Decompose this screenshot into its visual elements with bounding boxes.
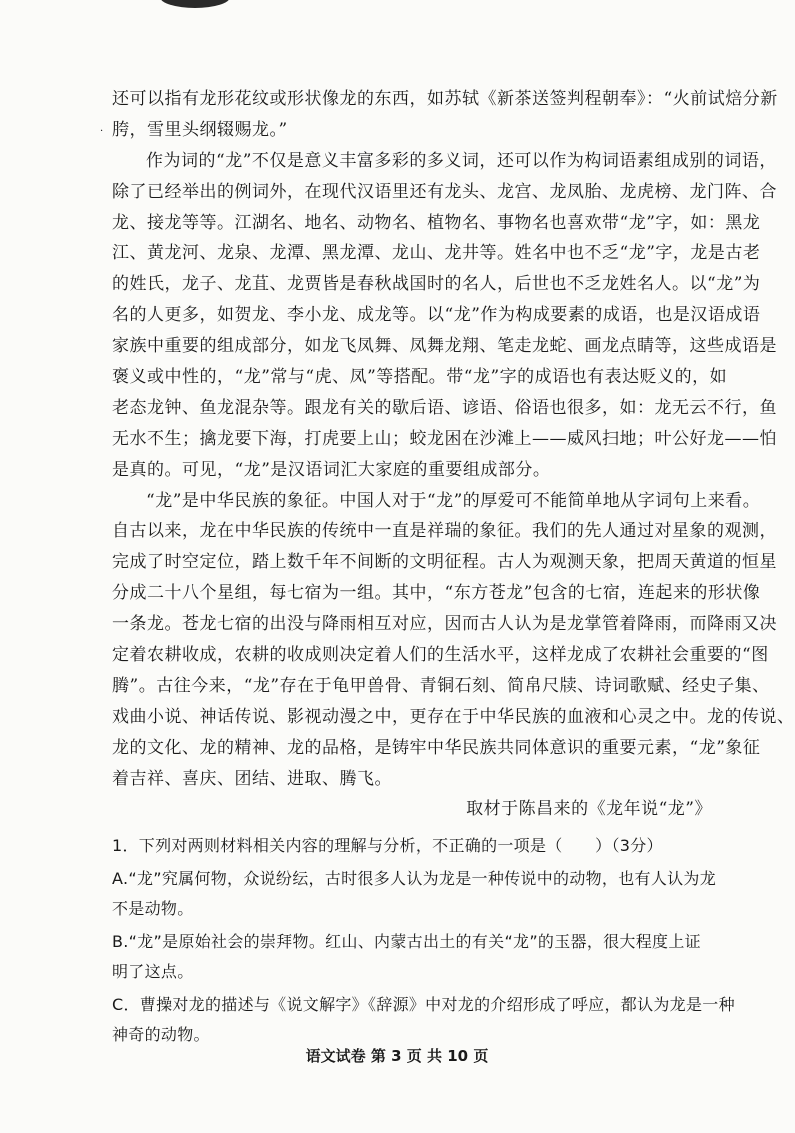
passage-line: 龙的文化、龙的精神、龙的品格，是铸牢中华民族共同体意识的重要元素，“龙”象征 <box>112 737 761 758</box>
scan-dot: · <box>100 126 104 137</box>
passage-line: “龙”是中华民族的象征。中国人对于“龙”的厚爱可不能简单地从字词句上来看。 <box>146 490 761 511</box>
passage-line: 江、黄龙河、龙泉、龙潭、黑龙潭、龙山、龙井等。姓名中也不乏“龙”字，龙是古老 <box>112 243 761 264</box>
passage-line: 分成二十八个星组，每七宿为一组。其中，“东方苍龙”包含的七宿，连起来的形状像 <box>112 583 761 604</box>
passage-line: 龙、接龙等等。江湖名、地名、动物名、植物名、事物名也喜欢带“龙”字，如：黑龙 <box>112 212 761 233</box>
option-b <box>112 927 718 988</box>
passage-line: 自古以来，龙在中华民族的传统中一直是祥瑞的象征。我们的先人通过对星象的观测， <box>112 521 777 542</box>
page-footer: 语文试卷 第 3 页 共 10 页 <box>305 1047 489 1065</box>
option-line: A.“龙”究属何物，众说纷纭，古时很多人认为龙是一种传说中的动物，也有人认为龙 <box>112 868 717 888</box>
source-citation: 取材于陈昌来的《龙年说“龙”》 <box>466 799 712 820</box>
passage-line: 定着农耕收成，农耕的收成则决定着人们的生活水平，这样龙成了农耕社会重要的“图 <box>112 645 769 666</box>
passage-line: 无水不生；擒龙要下海，打虎要上山；蛟龙困在沙滩上——威风扫地；叶公好龙——怕 <box>112 428 777 449</box>
passage-line: 腾”。古往今来，“龙”存在于龟甲兽骨、青铜石刻、简帛尺牍、诗词歌赋、经史子集、 <box>112 675 770 696</box>
question-stem: 1．下列对两则材料相关内容的理解与分析，不正确的一项是（ ）（3分） <box>112 836 663 856</box>
scan-smudge <box>160 0 230 8</box>
option-line: C．曹操对龙的描述与《说文解字》《辞源》中对龙的介绍形成了呼应，都认为龙是一种 <box>112 994 735 1014</box>
passage-line: 一条龙。苍龙七宿的出没与降雨相互对应，因而古人认为是龙掌管着降雨，而降雨又决 <box>112 614 777 635</box>
passage-line: 还可以指有龙形花纹或形状像龙的东西，如苏轼《新茶送签判程朝奉》：“火前试焙分新 <box>112 89 778 109</box>
passage-line: 褒义或中性的，“龙”常与“虎、凤”等搭配。带“龙”字的成语也有表达贬义的，如 <box>112 367 728 388</box>
passage-line: 完成了时空定位，踏上数千年不间断的文明征程。古人为观测天象，把周天黄道的恒星 <box>112 552 777 573</box>
passage-line: 的姓氏，龙子、龙苴、龙贾皆是春秋战国时的名人，后世也不乏龙姓名人。以“龙”为 <box>112 274 761 295</box>
option-c <box>112 990 735 1051</box>
passage-line: 名的人更多，如贺龙、李小龙、成龙等。以“龙”作为构成要素的成语，也是汉语成语 <box>112 305 761 326</box>
passage-line: 作为词的“龙”不仅是意义丰富多彩的多义词，还可以作为构词语素组成别的词语， <box>146 150 777 171</box>
passage-line: 戏曲小说、神话传说、影视动漫之中，更存在于中华民族的血液和心灵之中。龙的传说、 <box>112 706 795 727</box>
passage-line: 老态龙钟、鱼龙混杂等。跟龙有关的歇后语、谚语、俗语也很多，如：龙无云不行，鱼 <box>112 397 777 418</box>
option-a <box>112 864 718 925</box>
passage <box>112 84 795 794</box>
option-line: 神奇的动物。 <box>112 1025 210 1045</box>
passage-line: 家族中重要的组成部分，如龙飞凤舞、凤舞龙翔、笔走龙蛇、画龙点睛等，这些成语是 <box>112 336 777 357</box>
option-line: B.“龙”是原始社会的崇拜物。红山、内蒙古出土的有关“龙”的玉器，很大程度上证 <box>112 931 701 951</box>
passage-line: 是真的。可见，“龙”是汉语词汇大家庭的重要组成部分。 <box>112 459 551 480</box>
passage-line: 着吉祥、喜庆、团结、进取、腾飞。 <box>112 768 392 789</box>
option-line: 明了这点。 <box>112 962 194 982</box>
question-1 <box>112 831 735 1051</box>
passage-line: 胯，雪里头纲辍赐龙。” <box>112 119 288 140</box>
passage-line: 除了已经举出的例词外，在现代汉语里还有龙头、龙宫、龙凤胎、龙虎榜、龙门阵、合 <box>112 181 777 202</box>
page-body <box>112 84 795 1051</box>
option-line: 不是动物。 <box>112 899 194 919</box>
question-options <box>112 864 735 1051</box>
